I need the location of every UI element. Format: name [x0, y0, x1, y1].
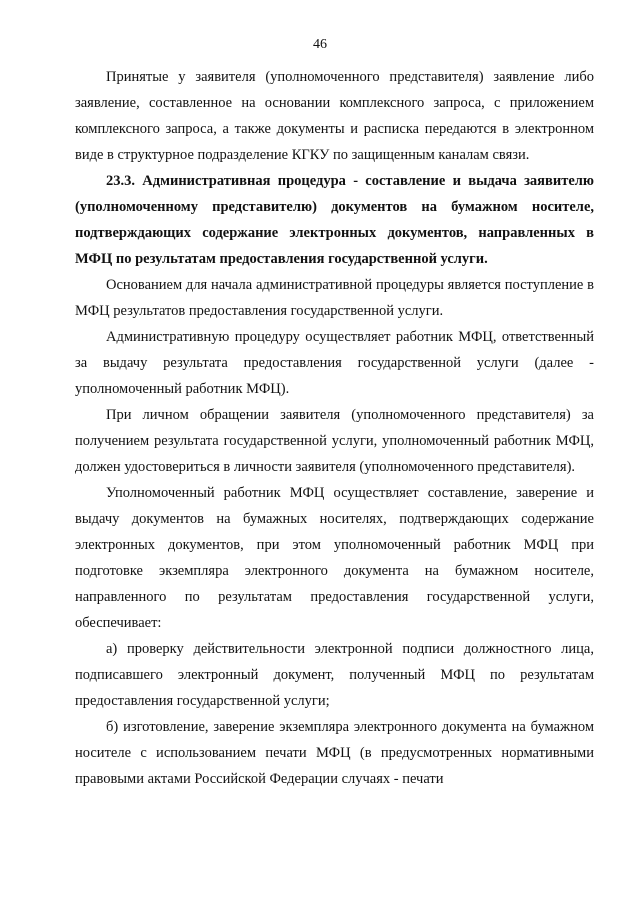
paragraph-transfer-documents: Принятые у заявителя (уполномоченного представителя) заявление либо заявление, составленное на основании комплексного запроса, с приложением комплексного запроса, а также документы и расписка передаются в электронном виде в структурное подразделение КГКУ по защищенным каналам связи. [75, 69, 594, 163]
page-number: 46 [313, 37, 327, 52]
paragraph-basis: Основанием для начала административной процедуры является поступление в МФЦ результатов предоставления государственной услуги. [75, 277, 594, 319]
section-heading-23-3: 23.3. Административная процедура - составление и выдача заявителю (уполномоченному представителю) документов на бумажном носителе, подтверждающих содержание электронных документов, направленных в МФЦ по результатам предоставления государственной услуги. [75, 173, 594, 267]
paragraph-responsible-worker: Административную процедуру осуществляет работник МФЦ, ответственный за выдачу результата предоставления государственной услуги (далее - уполномоченный работник МФЦ). [75, 329, 594, 397]
paragraph-identity-check: При личном обращении заявителя (уполномоченного представителя) за получением результата государственной услуги, уполномоченный работник МФЦ, должен удостовериться в личности заявителя (уполномоченного представителя). [75, 407, 594, 475]
paragraph-document-preparation: Уполномоченный работник МФЦ осуществляет составление, заверение и выдачу документов на бумажных носителях, подтверждающих содержание электронных документов, при этом уполномоченный работник МФЦ при подготовке экземпляра электронного документа на бумажном носителе, направленного по результатам предоставления государственной услуги, обеспечивает: [75, 485, 594, 631]
list-item-a: а) проверку действительности электронной подписи должностного лица, подписавшего электронный документ, полученный МФЦ по результатам предоставления государственной услуги; [75, 641, 594, 709]
list-item-b: б) изготовление, заверение экземпляра электронного документа на бумажном носителе с использованием печати МФЦ (в предусмотренных нормативными правовыми актами Российской Федерации случаях - печати [75, 719, 594, 787]
document-body [75, 64, 594, 792]
